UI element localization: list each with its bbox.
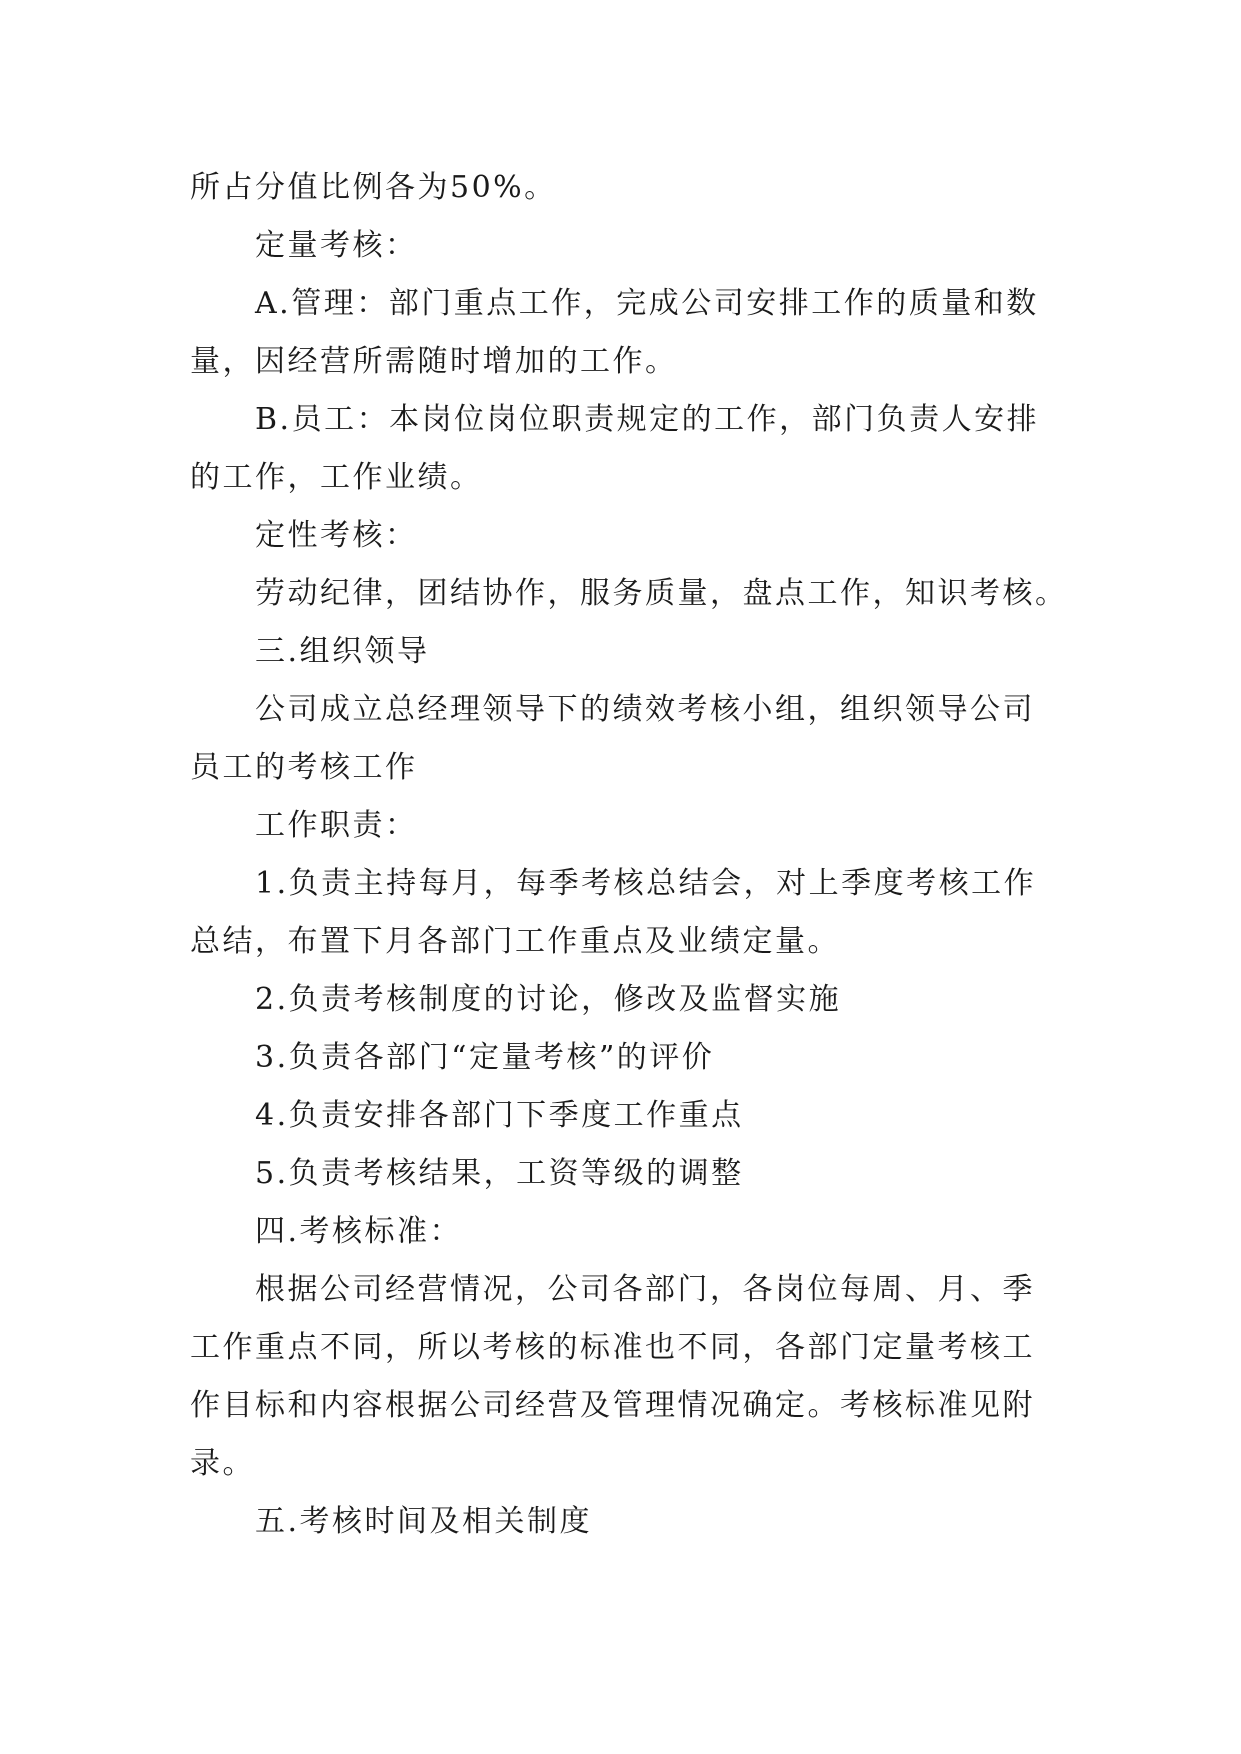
list-item: 3.负责各部门“定量考核”的评价 <box>255 1040 715 1075</box>
list-item: 1.负责主持每月，每季考核总结会，对上季度考核工作 <box>255 866 1037 901</box>
paragraph-line: B.员工：本岗位岗位职责规定的工作，部门负责人安排 <box>255 402 1040 437</box>
paragraph-line: 的工作，工作业绩。 <box>190 460 483 495</box>
list-item: 5.负责考核结果，工资等级的调整 <box>255 1156 744 1191</box>
list-item: 4.负责安排各部门下季度工作重点 <box>255 1098 744 1133</box>
heading-duties: 工作职责： <box>255 808 418 843</box>
paragraph-line: 作目标和内容根据公司经营及管理情况确定。考核标准见附 <box>190 1388 1035 1423</box>
paragraph-line: A.管理：部门重点工作，完成公司安排工作的质量和数 <box>255 286 1039 321</box>
paragraph-line: 量，因经营所需随时增加的工作。 <box>190 344 678 379</box>
paragraph-line: 总结，布置下月各部门工作重点及业绩定量。 <box>190 924 840 959</box>
paragraph-line: 劳动纪律，团结协作，服务质量，盘点工作，知识考核。 <box>255 576 1068 611</box>
paragraph-line: 员工的考核工作 <box>190 750 418 785</box>
paragraph-line: 录。 <box>190 1446 255 1481</box>
paragraph-line: 公司成立总经理领导下的绩效考核小组，组织领导公司 <box>255 692 1035 727</box>
paragraph-line: 工作重点不同，所以考核的标准也不同，各部门定量考核工 <box>190 1330 1035 1365</box>
section-heading: 三.组织领导 <box>255 634 430 669</box>
section-heading: 五.考核时间及相关制度 <box>255 1504 593 1539</box>
section-heading: 四.考核标准： <box>255 1214 463 1249</box>
paragraph-line: 所占分值比例各为50%。 <box>190 170 557 205</box>
heading-quantitative: 定量考核： <box>255 228 418 263</box>
paragraph-line: 根据公司经营情况，公司各部门，各岗位每周、月、季 <box>255 1272 1035 1307</box>
list-item: 2.负责考核制度的讨论，修改及监督实施 <box>255 982 842 1017</box>
heading-qualitative: 定性考核： <box>255 518 418 553</box>
